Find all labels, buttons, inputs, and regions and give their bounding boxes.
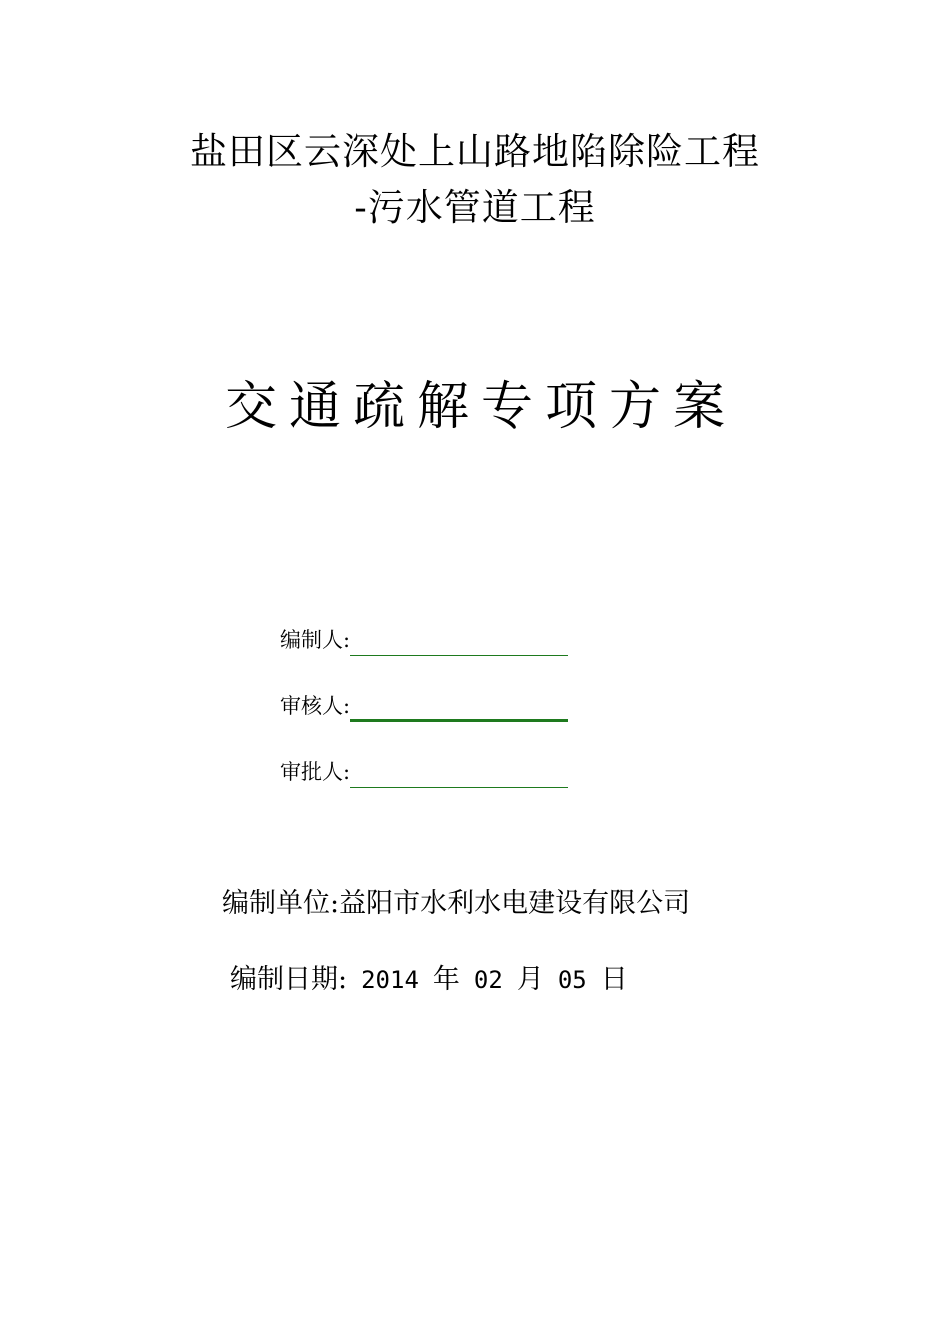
project-title-line-1: 盐田区云深处上山路地陷除险工程 — [190, 130, 760, 173]
approver-signature-row — [280, 750, 568, 790]
compiling-unit — [222, 886, 690, 922]
date-day-unit: 日 — [600, 964, 628, 995]
compiler-signature-row — [280, 618, 568, 658]
date-year-unit: 年 — [432, 964, 460, 995]
approver-label: 审批人: — [280, 760, 351, 784]
compiling-date — [230, 962, 628, 998]
date-year: 2014 — [361, 966, 419, 994]
compiling-date-label: 编制日期: — [230, 964, 348, 995]
date-month-unit: 月 — [516, 964, 544, 995]
date-month: 02 — [473, 966, 503, 994]
project-title-line-2: -污水管道工程 — [354, 186, 596, 229]
approver-signature-line — [350, 787, 568, 788]
compiling-unit-label: 编制单位: — [222, 888, 340, 919]
compiling-unit-value: 益阳市水利水电建设有限公司 — [339, 888, 691, 919]
reviewer-signature-row — [280, 684, 568, 724]
document-title: 交通疏解专项方案 — [224, 377, 737, 437]
reviewer-label: 审核人: — [280, 694, 351, 718]
date-day: 05 — [557, 966, 587, 994]
reviewer-signature-line — [350, 719, 568, 722]
compiler-label: 编制人: — [280, 628, 351, 652]
compiler-signature-line — [350, 655, 568, 656]
